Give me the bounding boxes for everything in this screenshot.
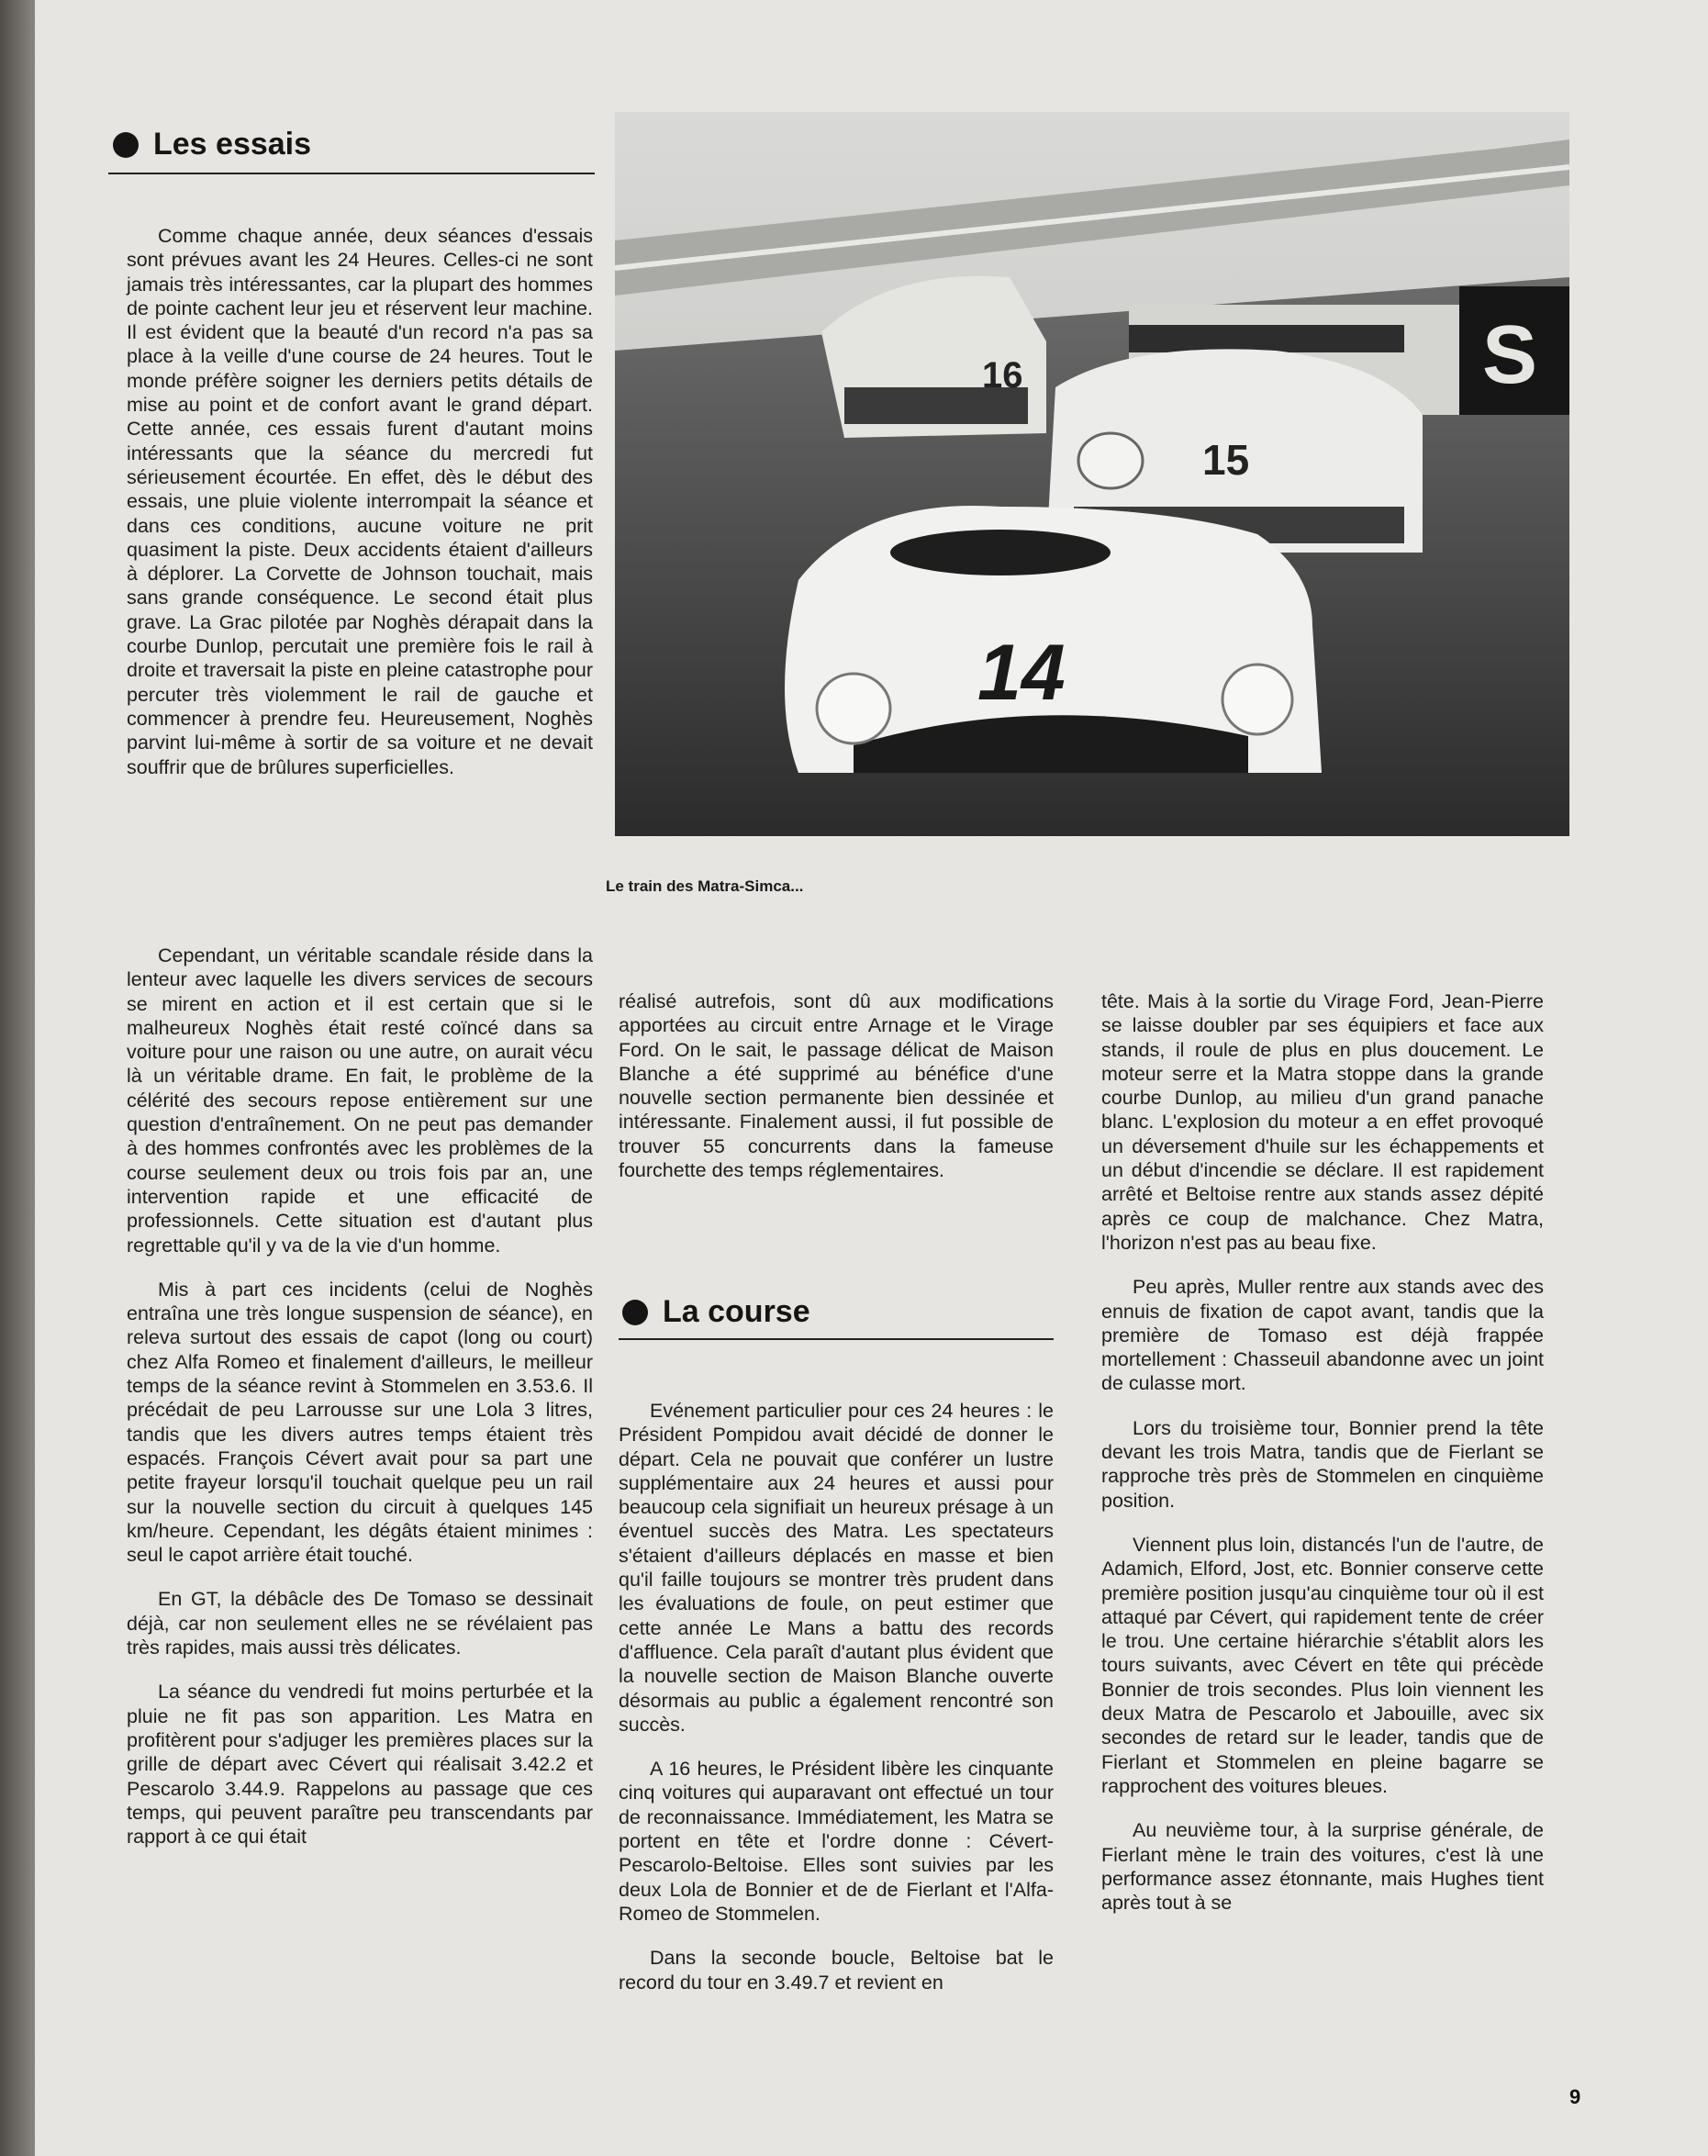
car-number: 16 xyxy=(982,355,1023,396)
paragraph: Viennent plus loin, distancés l'un de l'autre, de Adamich, Elford, Jost, etc. Bonnier conserve cette première position jusqu'au cinquième tour où il est attaqué par Cévert, qui rapidement tente de créer le trou. Une certaine hiérarchie s'établit alors les tours suivants, avec Cévert en tête qui précède Bonnier de trois secondes. Plus loin viennent les deux Matra de Pescarolo et Jabouille, avec six secondes de retard sur le leader, tandis que de Fierlant et Stommelen en pleine bagarre se rapprochent des voitures bleues. xyxy=(1101,1533,1544,1797)
svg-text:S: S xyxy=(1482,309,1538,401)
paragraph: réalisé autrefois, sont dû aux modifications apportées au circuit entre Arnage et le Virage Ford. On le sait, le passage délicat de Maison Blanche a été supprimé au bénéfice d'une nouvelle section permanente bien dessinée et intéressante. Finalement aussi, il fut possible de trouver 55 concurrents dans la fameuse fourchette des temps réglementaires. xyxy=(619,990,1054,1182)
bullet-icon xyxy=(622,1300,648,1325)
heading-les-essais xyxy=(113,127,311,162)
heading-text: La course xyxy=(663,1294,810,1329)
page-number: 9 xyxy=(1569,2085,1581,2108)
bullet-icon xyxy=(113,132,139,158)
paragraph: Lors du troisième tour, Bonnier prend la tête devant les trois Matra, tandis que de Fierlant se rapproche très près de Stommelen en cinquième position. xyxy=(1101,1416,1544,1512)
column-right xyxy=(1101,989,1544,1935)
paragraph: tête. Mais à la sortie du Virage Ford, Jean-Pierre se laisse doubler par ses équipiers et face aux stands, il roule de plus en plus doucement. Le moteur serre et la Matra stoppe dans la grande courbe Dunlop, au milieu d'un grand panache blanc. L'explosion du moteur a en effet provoqué un déversement d'huile sur les échappements et un début d'incendie se déclare. Il est rapidement arrêté et Beltoise rentre aux stands assez dépité après ce coup de malchance. Chez Matra, l'horizon n'est pas au beau fixe. xyxy=(1101,990,1544,1254)
binding-gutter xyxy=(0,0,35,2156)
race-photo xyxy=(615,112,1569,836)
paragraph: Evénement particulier pour ces 24 heures : le Président Pompidou avait décidé de donner le départ. Cela ne pouvait que conférer un lustre supplémentaire aux 24 heures et aussi pour beaucoup cela signifiait un heureux présage à un éventuel succès des Matra. Les spectateurs s'étaient d'ailleurs déplacés en masse et bien qu'il faille toujours se montrer très prudent dans les évaluations de foule, on peut estimer que cette année Le Mans a battu des records d'affluence. Cela paraît d'autant plus évident que la nouvelle section de Maison Blanche ouverte désormais au public a également rencontré son succès. xyxy=(619,1400,1054,1736)
heading-rule xyxy=(619,1338,1054,1340)
paragraph: Mis à part ces incidents (celui de Noghès entraîna une très longue suspension de séance), en releva surtout des essais de capot (long ou court) chez Alfa Romeo et finalement d'ailleurs, le meilleur temps de la séance revint à Stommelen en 3.53.6. Il précédait de peu Larrousse sur une Lola 3 litres, tandis que les divers autres temps étaient très espacés. François Cévert avait pour sa part une petite frayeur lorsqu'il touchait quelque peu un rail sur la nouvelle section du circuit à quelques 145 km/heure. Cependant, les dégâts étaient minimes : seul le capot arrière était touché. xyxy=(127,1278,593,1567)
photo-caption: Le train des Matra-Simca... xyxy=(606,877,804,895)
photo-illustration xyxy=(615,112,1569,836)
paragraph: La séance du vendredi fut moins perturbée et la pluie ne fit pas son apparition. Les Matra en profitèrent pour s'adjuger les premières places sur la grille de départ avec Cévert qui réalisait 3.42.2 et Pescarolo 3.44.9. Rappelons au passage que ces temps, qui peuvent paraître peu transcendants par rapport à ce qui était xyxy=(127,1681,593,1849)
heading-la-course xyxy=(622,1294,810,1330)
magazine-page xyxy=(35,0,1708,2156)
paragraph: Cependant, un véritable scandale réside dans la lenteur avec laquelle les divers services de secours se mirent en action et il est certain que si le malheureux Noghès était resté coïncé dans sa voiture pour une raison ou une autre, on aurait vécu là un véritable drame. En fait, le problème de la célérité des secours repose entièrement sur une question d'entraînement. On ne peut pas demander à des hommes confrontés avec les problèmes de la course seulement deux ou trois fois par an, une intervention rapide et une efficacité de professionnels. Cette situation est d'autant plus regrettable qu'il y va de la vie d'un homme. xyxy=(127,944,593,1257)
paragraph: A 16 heures, le Président libère les cinquante cinq voitures qui auparavant ont effectué un tour de reconnaissance. Immédiatement, les Matra se portent en tête et l'ordre donne : Cévert-Pescarolo-Beltoise. Elles sont suivies par les deux Lola de Bonnier et de de Fierlant et l'Alfa-Romeo de Stommelen. xyxy=(619,1758,1054,1925)
paragraph: Au neuvième tour, à la surprise générale, de Fierlant mène le train des voitures, c'est là une performance assez étonnante, mais Hughes tient après tout à se xyxy=(1101,1819,1544,1915)
car-number: 15 xyxy=(1202,436,1250,484)
column-left-top xyxy=(127,224,593,799)
car-number: 14 xyxy=(977,629,1066,717)
column-middle-bottom xyxy=(619,1399,1054,2015)
car-14 xyxy=(785,506,1322,773)
column-middle-top xyxy=(619,989,1054,1202)
paragraph: Comme chaque année, deux séances d'essais sont prévues avant les 24 Heures. Celles-ci ne sont jamais très intéressantes, car la plupart des hommes de pointe cachent leur jeu et réservent leur machine. Il est évident que la beauté d'un record n'a pas sa place à la veille d'une course de 24 heures. Tout le monde préfère soigner les derniers petits détails de mise au point et de confort avant le grand départ. Cette année, ces essais furent d'autant moins intéressants que la séance du mercredi fut sérieusement écourtée. En effet, dès le début des essais, une pluie violente interrompait la séance et dans ces conditions, aucune voiture ne prit quasiment la piste. Deux accidents étaient d'ailleurs à déplorer. La Corvette de Johnson touchait, mais sans grande conséquence. Le second était plus grave. La Grac pilotée par Noghès dérapait dans la courbe Dunlop, percutait une première fois le rail à droite et traversait la piste en pleine catastrophe pour percuter très violemment le rail de gauche et commencer à prendre feu. Heureusement, Noghès parvint lui-même à sortir de sa voiture et ne devait souffrir que de brûlures superficielles. xyxy=(127,225,593,778)
column-left-bottom xyxy=(127,944,593,1869)
paragraph: Peu après, Muller rentre aux stands avec des ennuis de fixation de capot avant, tandis que la première de Tomaso est déjà frappée mortellement : Chasseuil abandonne avec un joint de culasse mort. xyxy=(1101,1276,1544,1395)
paragraph: Dans la seconde boucle, Beltoise bat le record du tour en 3.49.7 et revient en xyxy=(619,1947,1054,1994)
paragraph: En GT, la débâcle des De Tomaso se dessinait déjà, car non seulement elles ne se révélaient pas très rapides, mais aussi très délicates. xyxy=(127,1588,593,1659)
heading-text: Les essais xyxy=(153,127,312,162)
heading-rule xyxy=(108,173,595,174)
